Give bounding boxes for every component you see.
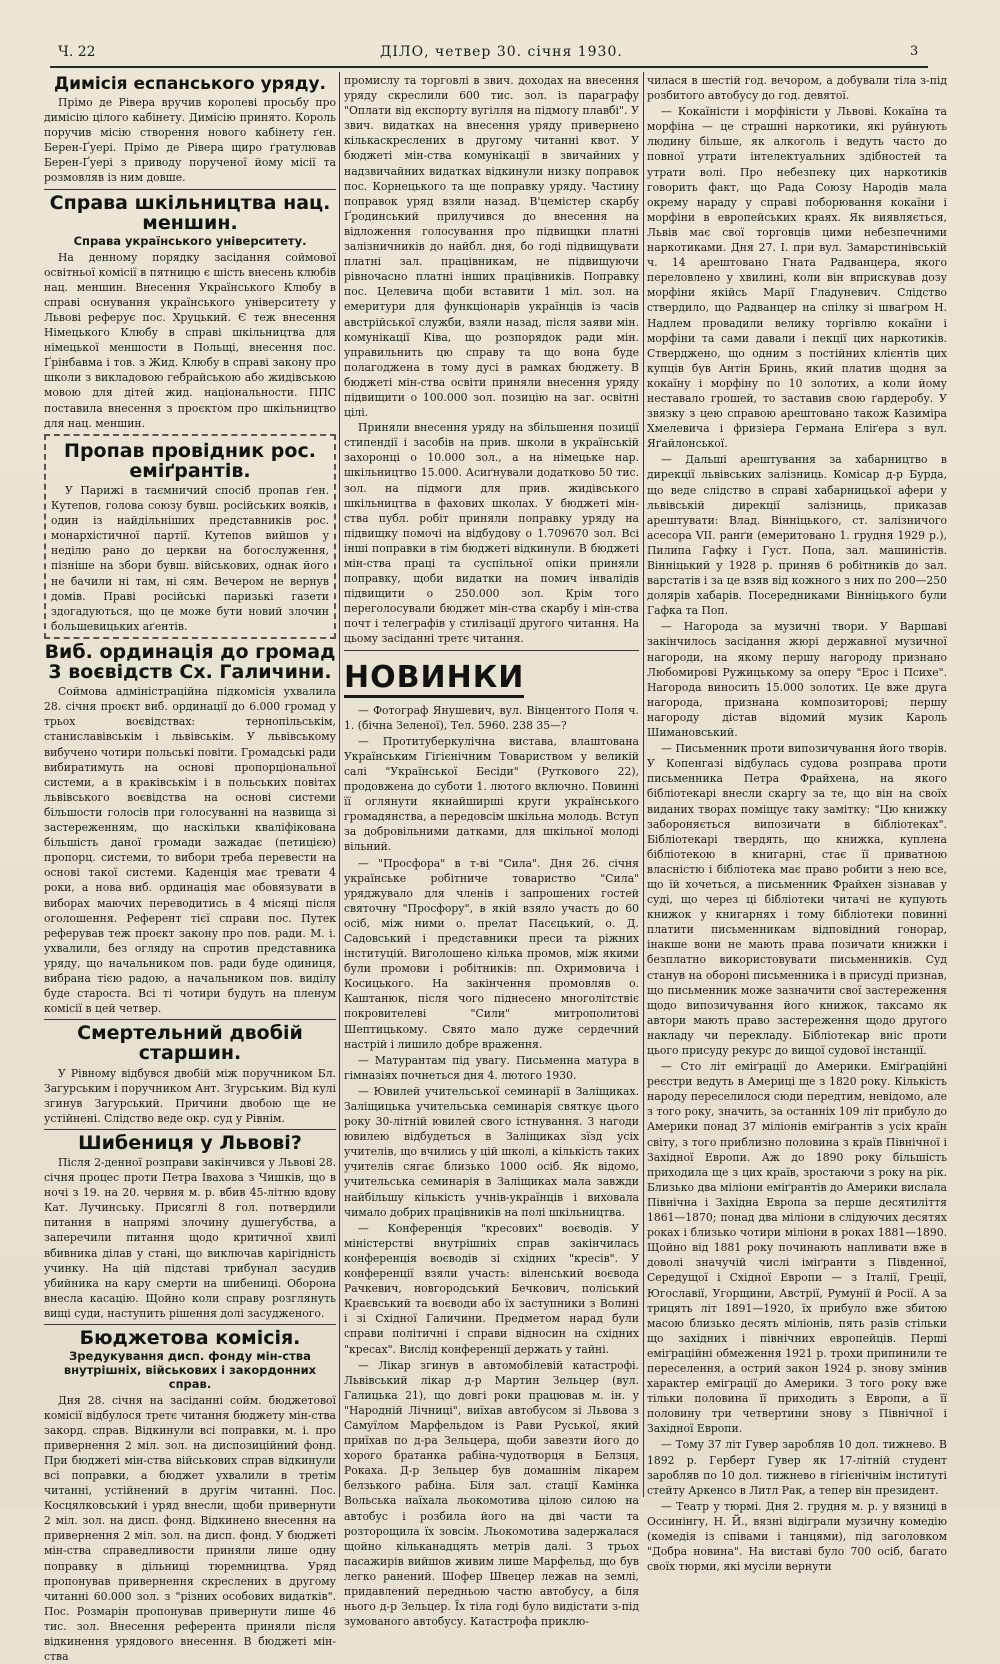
article-text: промислу та торговлі в звич. доходах на внесення уряду скреслили 600 тис. зол. із параграфу "Оплати від експорту вугілля на підмогу плавбі". У звич. видатках на внесення уряду привернено кількаскреслених в другому читанні квот. У бюджеті мін-ства комунікації в звичайних у надзвичайних видатках відкинули низку поправок пос. Корнецького та ще поправку уряду. Частину поправок уряд взяли назад. В'цемістер скарбу Ґродинський прилучився до внесення на відложення голосування про підвищки платні залізничників до найбл. дня, бо годі підвищувати платні зал. працівникам, не підвищуючи рівночасно платні інших працівників. Поправку пос. Целевича щоби вставити 1 міл. зол. на емеритури для функціонарів українців із часів австрійської служби, взяли назад, після заяви мін. комунікації Ківа, що розпорядок ради мін. управильнить цю справу та що вона буде полагоджена в тому дусі в рамках бюджету. В бюджеті мін-ства освіти приняли внесення уряду підвищити о 100.000 зол. позицію на заг. освітні цілі.	[344, 74, 639, 420]
news-item: — Нагорода за музичні твори. У Варшаві закінчилось засідання жюрі державної музичної нагороди, на якому першу нагороду признано Любомирові Ружицькому за оперу "Ерос і Психе". Нагорода виносить 15.000 золотих. Це вже друга нагорода, признана композиторові; першу нагороду дістав відомий музик Кароль Шимановський.	[647, 620, 947, 740]
article-title: Смертельний двобій старшин.	[77, 1022, 303, 1065]
divider	[44, 1129, 336, 1130]
article-text: чилася в шестій год. вечором, а добували тіла з-під розбитого автобусу до год. девятої.	[647, 74, 947, 103]
news-item: — Матурантам під увагу. Письменна матура в гімназіях почнеться дня 4. лютого 1930.	[344, 1053, 639, 1082]
news-item: — Кокаїністи і морфіністи у Львові. Кокаїна та морфіна — це страшні наркотики, які руйнують людину більше, як алкоголь і ведуть часто до повної утрати інтелектуальних здібностей та утрати волі. Про небезпеку цих наркотиків говорить факт, що Рада Союзу Народів мала окрему нараду у справі поборювання кокаїни і морфіни в европейських краях. Як виявляється, Львів має свої торговців цими небезпечними наркотиками. Дня 27. І. при вул. Замарстинівській ч. 14 арештовано Гната Радванцера, якого переловлено у хвилині, коли він вприскував дозу морфіни якійсь Марії Гладуневич. Слідство ствердило, що Радванцер на спілку зі шваґром Н. Надлем провадили велику торгівлю кокаїни і морфіни та сами давали і пекції цих наркотиків. Стверджено, що одним з постійних клієнтів цих купців був Антін Бринь, який платив щодня за кокаїну і морфіну по 10 золотих, а коли йому неставало грошей, то заставив свою ґардеробу. У звязку з цею справою арештовано також Казиміра Хмелевича і фризіера Германа Еліґера з вул. Яґайлонської.	[647, 105, 947, 451]
news-item: — Конференція "кресових" воєводів. У міністерстві внутрішніх справ закінчилась конференція воєводів зі східних "кресів". У конференції взяли участь: віленський воєвода Рачкевич, новгородський Бечкович, поліський Краєвський та воєводи або їх заступники з Волині і зі Східної Галичини. Предметом нарад були справи політичні і справи відносин на східних "кресах". Вислід конференції держать у тайні.	[344, 1221, 639, 1356]
header-rule	[50, 66, 928, 68]
boxed-article	[44, 434, 336, 639]
news-section-header	[344, 654, 639, 702]
column-divider	[339, 72, 340, 1497]
article-text: Соймова адміністраційна підкомісія ухвалила 28. січня проєкт виб. ординації до 6.000 громад у трьох воєвідствах: тернопільськім, станиславівськім і львівськім. У львівському вибучено чотири польські повіти. Громадські ради вибиратимуть на основі пропорціональної системи, а в краківськім і в польських повітах львівського воєвідства на основі системи більшости голосів при голосуванні на назвища зі застереженням, що наскільки кваліфікована більшість даної громади зажадає (петицією) пропорц. системи, то вибори треба перевести на основі такої системи. Каденція має тревати 4 роки, а нова виб. ординація має обовязувати в виборах маючих переводитись в 4 місяці після оголошення. Референт тієї справи пос. Путек реферував теж проєкт закону про пов. ради. М. і. ухвалили, без огляду на спротив представника уряду, що начальником пов. ради буде одиниця, вибрана тією радою, а начальником пов. виділу буде староста. Всі ті чотири будуть на пленум комісії в цей четвер.	[44, 685, 336, 1016]
article-text: Приняли внесення уряду на збільшення позиції стипендії і засобів на прив. школи в українській захоронці о 10.000 зол., а на німецьке нар. шкільництво 15.000. Асиґнували додатково 50 тис. зол. на підмоги для прив. жидівського шкільництва в фахових школах. У бюджеті мін-ства публ. робіт приняли поправку уряду на підвищку помочі на відбудову о 1.709670 зол. Всі інші поправки в тім бюджеті відкинули. В бюджеті мін-ства праці та суспільної опіки приняли поправку, щоби видатки на помич інвалідів підвищити о 250.000 зол. Крім того переголосували бюджет мін-ства скарбу і мін-ства почт і телеграфів у стилізації другого читання. На цьому засіданні третє читання.	[344, 421, 639, 646]
page-header	[58, 44, 920, 66]
article-title: Бюджетова комісія.	[79, 1327, 301, 1350]
issue-number: Ч. 22	[58, 44, 96, 60]
divider	[44, 1019, 336, 1020]
masthead-date: ДІЛО, четвер 30. січня 1930.	[380, 44, 623, 60]
news-item: — Ювилей учительської семинарії в Заліщиках. Заліщицька учительська семинарія святкує цього року 30-літній ювилей свого істнування. З нагоди ювилею відбудеться в Заліщиках зїзд усіх учителів, що вчились у цій школі, а кількість таких учителів сягає близько 1000 осіб. Як відомо, учительська семинарія в Заліщиках мала завжди найбільшу кількість учнів-українців і виховала чимало добрих працівників на полі шкільництва.	[344, 1084, 639, 1219]
section-title: НОВИНКИ	[344, 660, 524, 698]
column-3	[647, 73, 947, 1574]
news-item: — Дальші арештування за хабарництво в дирекції львівських залізниць. Комісар д-р Бурда, що веде слідство в справі хабарницької афери у львівській дирекції залізниць, приказав арештувати: Влад. Вінніцького, ст. залізничого асесора VII. ранґи (емеритовано 1. грудня 1929 р.), Пилипа Гафку і Густ. Попа, зал. машиністів. Вінніцький у 1928 р. приняв 6 робітників до зал. варстатів і за це взяв від кожного з них по 200—250 долярів хабарів. Посередниками Вінніцького були Гафка та Поп.	[647, 453, 947, 618]
divider	[344, 650, 639, 651]
article-title: Пропав провідник рос. еміґрантів.	[64, 439, 316, 482]
news-item: — Театр у тюрмі. Дня 2. грудня м. р. у вязниці в Оссинінгу, Н. Й., вязні відіграли музичну комедію (комедія із співами і танцями), під заголовком "Добра новина". На виставі було 700 осіб, багато своїх тюрми, які мусіли вернути	[647, 1499, 947, 1574]
news-item: — Сто літ еміґрації до Америки. Еміґраційні реєстри ведуть в Америці ще з 1820 року. Кількість народу переселилося сюди передтим, невідомо, але з того року, значить, за останніх 109 літ прибуло до Америки понад 37 мілiонів еміґрантів з усіх країн світу, з того приблизно половина з країв Північної і Західної Европи. Аж до 1890 року більшість приходила ще з цих країв, зростаючи з року на рік. Близько два мілiони еміґрантів до Америки вислала Північна і Західна Европа за перше десятиліття 1861—1870; понад два мілiони в слідуючих десятях роках і близько чотири мілiони в роках 1881—1890. Щойно від 1881 року починають напливати вже в доволі значучій числі іміґранти з Південної, Середущої і Східної Европи — з Італії, Греції, Югославії, Угорщини, Австрії, Румунії й Росії. А за трицять літ 1891—1920, їх прибуло вже збитою масою близько десять мілiонів, пять разів стільки що західних і північних европейців. Перші еміґраційні обмеження 1921 р. трохи припинили те переселення, а острий закон 1924 р. знову змінив характер еміґрації до Америки. З того року вже тільки половина її приходить з Европи, а її половину три четвертини знову з Північної і Західної Европи.	[647, 1060, 947, 1436]
article-title: Димісія еспанського уряду.	[53, 74, 327, 94]
news-item: — "Просфора" в т-ві "Сила". Дня 26. січня українське робітниче товариство "Сила" уряджувало для членів і запрошених гостей святочну "Просфору", в якій взяло участь до 60 осіб, між ними о. прелат Пасєцький, о. Д. Садовський і представники преси та ріжних інституцій. Виголошено кілька промов, між якими були промови і робітників: пп. Охримовича і Косицького. На закінчення промовляв о. Каштанюк, після чого піднесено многолітствіє покровителеві "Сили" митрополитові Шептицькому. Свято мало дуже сердечний настрій і лишило добре враження.	[344, 856, 639, 1051]
article-subtitle: Справа українського університету.	[73, 233, 307, 248]
column-2	[344, 73, 639, 1629]
article-title: Виб. ординація до громад 3 воєвідств Сх. Галичини.	[44, 640, 336, 684]
article-text: У Рівному відбувся двобій між поручником Бл. Загурським і поручником Ант. Згурським. Від кулі згинув Загурський. Причини двобою ще не устійнені. Слідство веде окр. суд у Рівнім.	[44, 1066, 336, 1125]
column-divider	[643, 72, 644, 1497]
article-title: Справа шкільництва нац. меншин.	[49, 191, 331, 234]
news-item: — Письменник проти випозичування його творів. У Копенгазі відбулась судова розправа проти письменника Петра Фрайхена, на якого бібліотекарі внесли скаргу за те, що він на своїх виданих творах поміщує таку замітку: "Цю книжку забороняється випозичати в бібліотеках". Бібліотекарі твердять, що книжка, куплена бібліотекою в книгарні, стає її приватною власністю і бібліотека має право робити з нею все, що їй хочеться, а письменник Фрайхен зізнавав у суді, що через ці бібліотеки читачі не купують книжок у книгарнях і тому бібліотеки повинні платити письменникам відповідний гонорар, інакше вони не мають права позичати книжки і безплатно використовувати письменників. Суд станув на обороні письменника і в присуді признав, що письменник може зазначити свої застереження щодо випозичування його книжок, таксамо як автори мають право застереження щодо другого накладу чи перекладу. Бібліотекар вніс проти цього присуду рекурс до вищої судової інстанції.	[647, 742, 947, 1057]
column-1	[44, 73, 336, 1664]
article-text: Після 2-денної розправи закінчився у Львові 28. січня процес проти Петра Івахова з Чишків, що в ночі з 19. на 20. червня м. р. вбив 45-літню вдову Кат. Лучинську. Присяглі 8 гол. потвердили питання в напрямі злочину душегубства, а заперечили питання щодо критичної хвилі вбивника ділав у стані, що виключав карігідність учинку. На цій підставі трибунал засудив убийника на кару смерти на шибениці. Оборона внесла касацію. Щойно коли справу розглянуть вищі суди, наступить рішення долі засудженого.	[44, 1156, 336, 1320]
page-number: 3	[910, 44, 919, 59]
article-title: Шибениця у Львові?	[78, 1131, 302, 1154]
news-item: — Лікар згинув в автомобілевій катастрофі. Львівський лікар д-р Мартин Зельцер (вул. Галицька 21), що довгі роки працював м. ін. у "Народній Лічниці", виїхав автобусом зі Львова з Самуїлом Марфельдом із Рави Руської, який приїхав по д-ра Зельцера, щоби завезти його до хорого братанка рабіна-чудотворця в Белзця, Рокаха. Д-р Зельцер був домашнім лікарем белзького рабіна. Біля зал. стації Камінка Вольська наїхала льокомотива цілою силою на автобус і розбила його на дві части та розторощила їх зовсім. Льокомотива задержалася щойно кільканадцять метрів далі. З трьох пасажирів вийшов живим лише Марфельд, що був легко ранений. Шофер Швецер лежав на землі, придавлений передньою частю автобусу, а біля нього д-р Зельцер. Їх тіла годі було видістати з-під зумованого автобусу. Катастрофа приклю-	[344, 1358, 639, 1629]
news-item: — Фотограф Янушевич, вул. Вінцентого Поля ч. 1. (бічна Зеленої), Тел. 5960. 238 35—?	[344, 703, 639, 732]
article-text: У Парижі в таємничий спосіб пропав ґен. Кутепов, голова союзу бувш. російських вояків, один із найдільніших представників рос. монархістичної партії. Кутепов вийшов у неділю рано до церкви на богослуження, пізніше на збори бувш. військових, однак його не бачили ні там, ні сям. Вечером не вернув домів. Праві російські паризькі газети здогадуються, що це може бути новий злочин большевицьких аґентів.	[51, 484, 329, 633]
divider	[44, 189, 336, 190]
article-text: На денному порядку засідання соймової освітньої комісії в пятницю є шість внесень клюбів нац. меншин. Внесення Українського Клюбу в справі оснування українського університету у Львові реферує пос. Хруцький. Є теж внесення Німецького Клюбу в справі шкільництва для німецької меншости в Польщі, внесення пос. Ґрінбавма і тов. з Жид. Клюбу в справі закону про школи з викладовою гебрайською або жидівською мовою для дітей жид. національности. ППС поставила внесення з проєктом про шкільництво для нац. меншин.	[44, 250, 336, 430]
news-item: — Протитуберкулічна вистава, влаштована Українським Гігієнічним Товариством у великій салі "Української Бесіди" (Руткового 22), продовжена до суботи 1. лютого включно. Повинні її оглянути якнайширші круги українського громадянства, а передовсім шкільна молодь. Вступ за добровільними датками, для шкільної молоді вільний.	[344, 734, 639, 854]
article-subtitle: Зредукування дисп. фонду мін-ства внутрішніх, військових і закордонних справ.	[63, 1349, 317, 1391]
article-text: Прімо де Рівера вручив королеві просьбу про димісію цілого кабінету. Димісію принято. Король поручив місію створення нового кабінету ґен. Берен-Ґуері. Прімо де Рівера щиро ґратулював Берен-Ґуері з приводу порученої йому місії та розмовляв із ним довше.	[44, 96, 336, 185]
article-text: Дня 28. січня на засіданні сойм. бюджетової комісії відбулося третє читання бюджету мін-ства закорд. справ. Відкинули всі поправки, м. і. про привернення 2 міл. зол. на диспозиційний фонд. При бюджеті мін-ства військових справ відкинули всі поправки, а бюджет ухвалили в третім читанні, устійнений в другім читанні. Пос. Косцялковський і уряд внесли, щоби привернути 2 міл. зол. на дисп. фонд. Відкинено внесення на привернення 2 міл. зол. на дисп. фонд. У бюджеті мін-ства справедливости приняли лише одну поправку в дільниці тюремництва. Уряд пропонував привернення скреслених в другому читанні 60.000 зол. з "різних особових видатків". Пос. Розмарін пропонував привернути лише 46 тис. зол. Внесення референта приняли після відкинення урядового внесення. В бюджеті мін-ства	[44, 1393, 336, 1664]
divider	[44, 1324, 336, 1325]
news-item: — Тому 37 літ Гувер заробляв 10 дол. тижнево. В 1892 р. Герберт Гувер як 17-літній студент заробляв по 10 дол. тижнево в гігієнічнім інституті стейту Аркенсо в Литл Рак, а тепер він президент.	[647, 1438, 947, 1497]
